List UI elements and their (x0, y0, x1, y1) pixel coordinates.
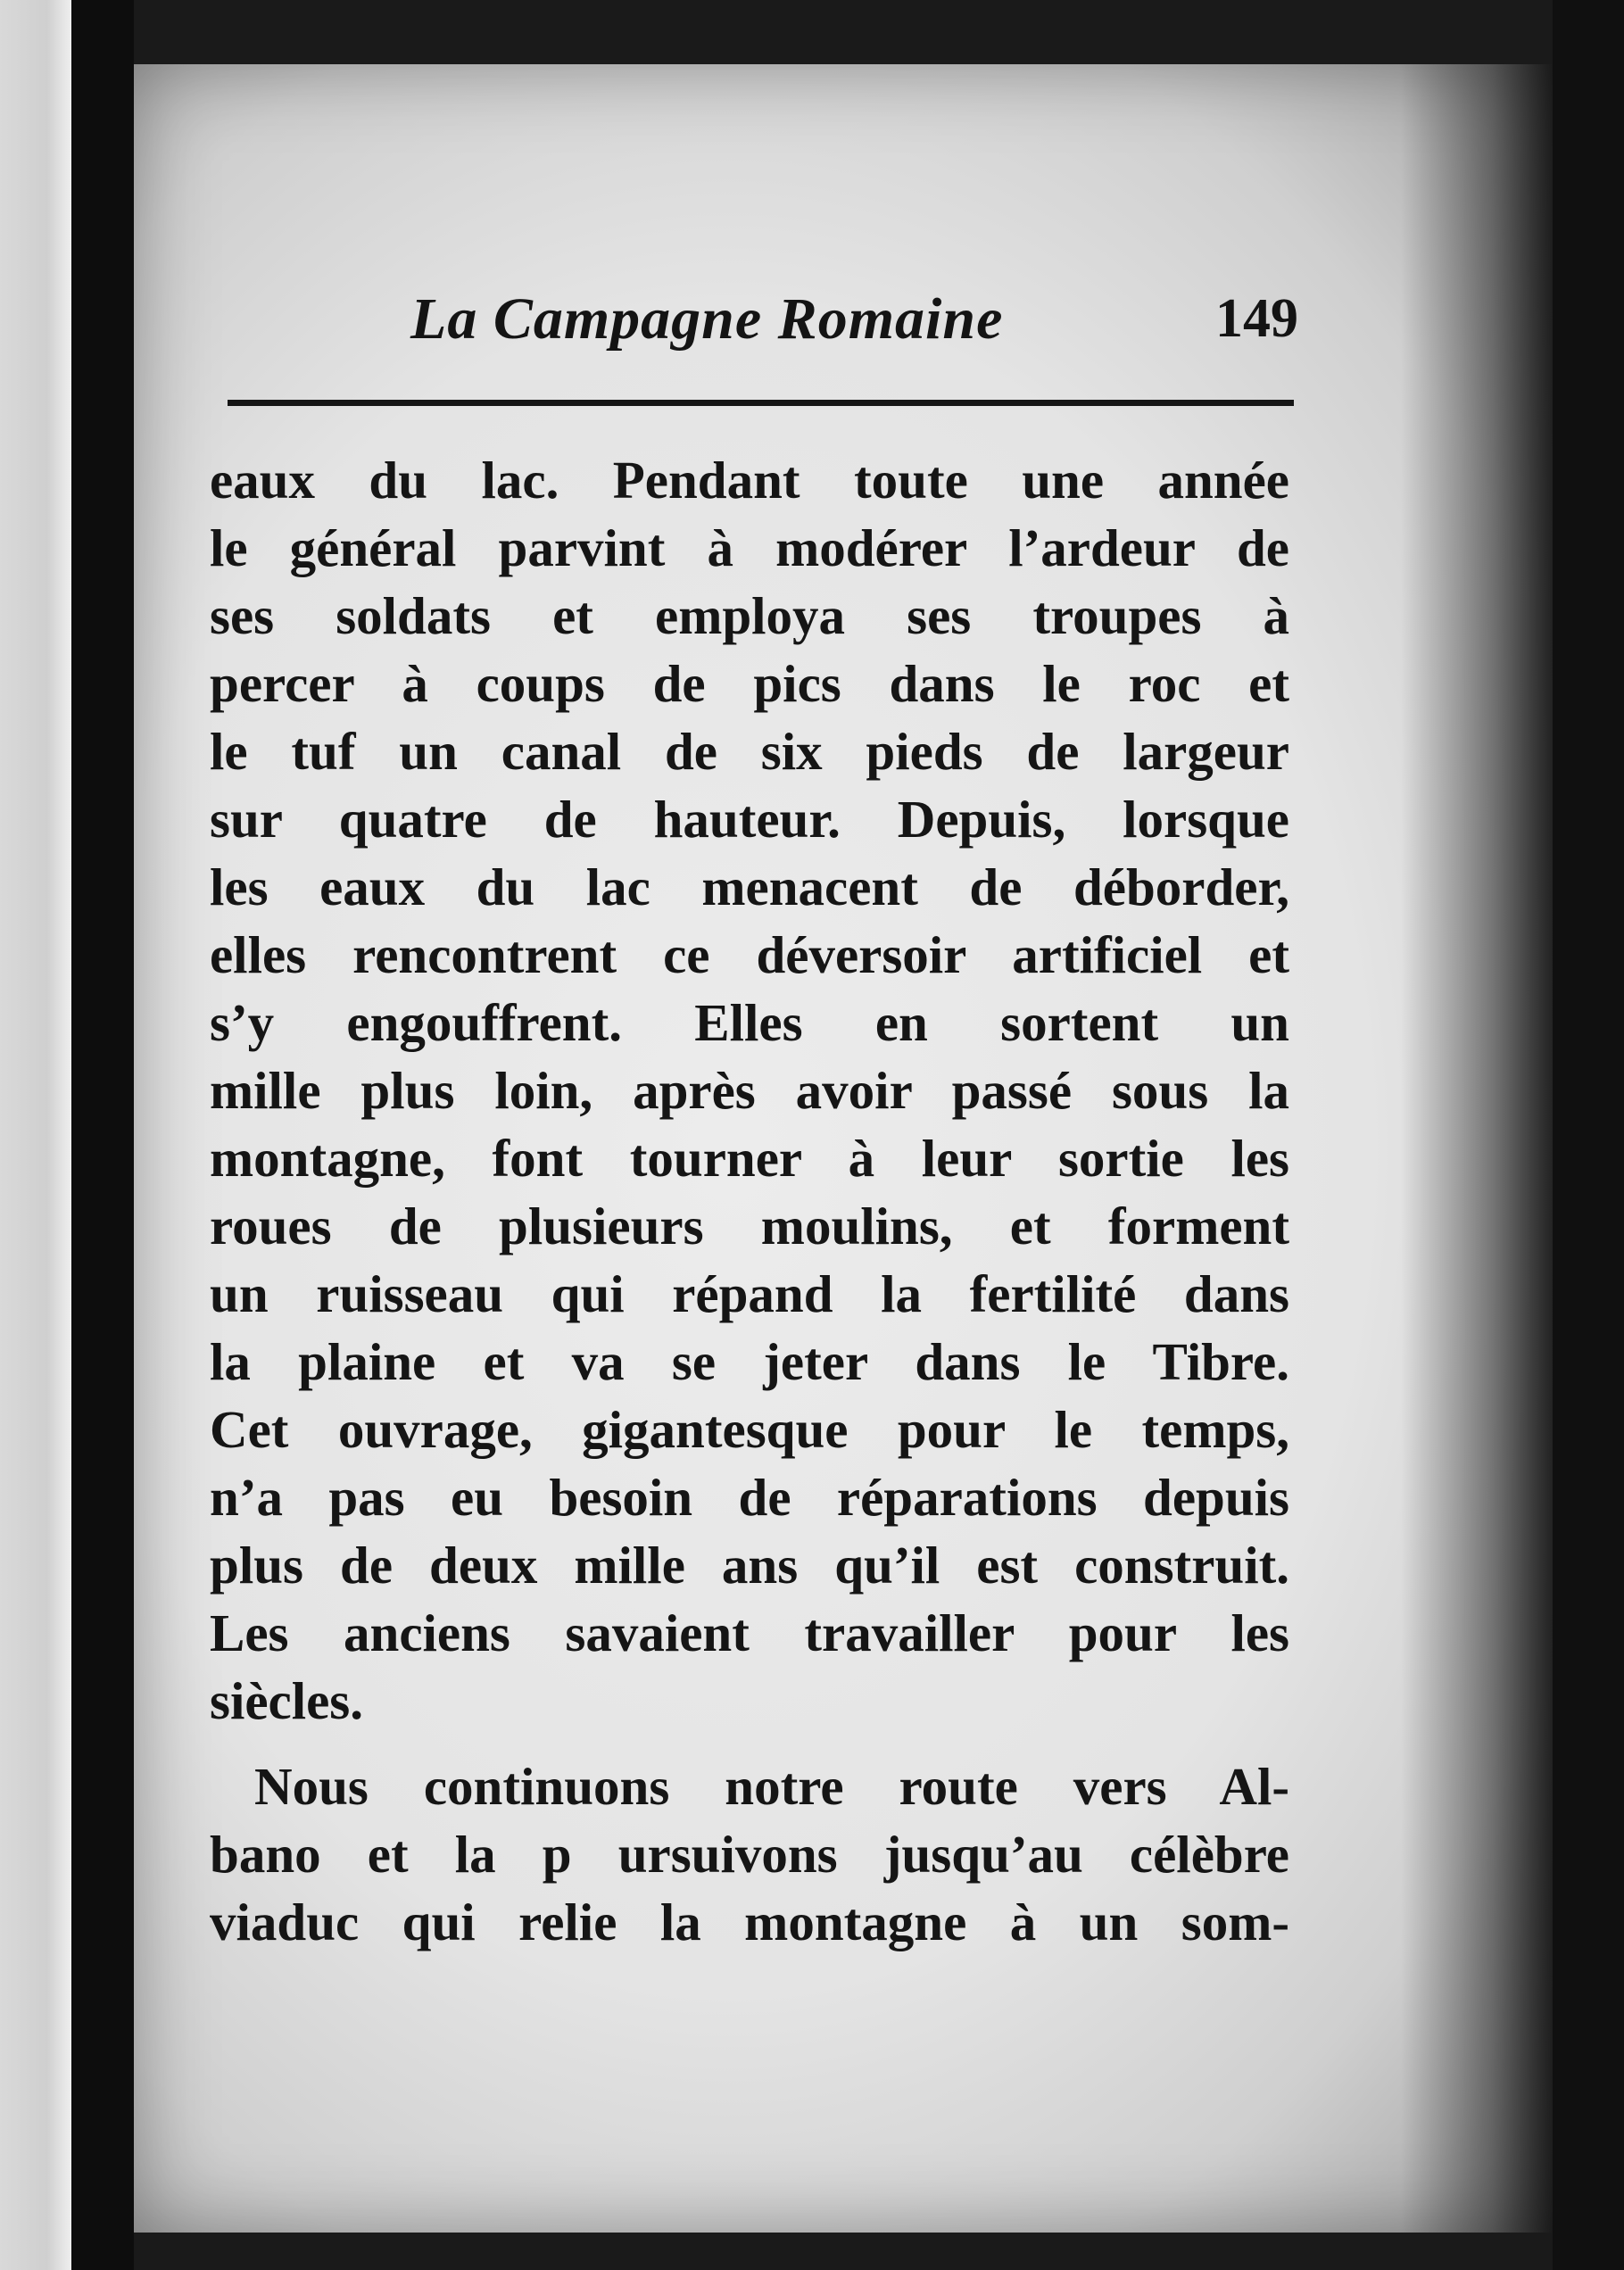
page-header (228, 286, 1298, 370)
text-line: siècles. (210, 1671, 364, 1730)
text-line: Les anciens savaient travailler pour les (210, 1603, 1289, 1662)
text-line: roues de plusieurs moulins, et forment (210, 1197, 1289, 1255)
text-line: elles rencontrent ce déversoir artificiel et (210, 925, 1289, 984)
text-line: percer à coups de pics dans le roc et (210, 654, 1289, 713)
text-line: viaduc qui relie la montagne à un som- (210, 1893, 1289, 1951)
text-line: Cet ouvrage, gigantesque pour le temps, (210, 1400, 1289, 1459)
paragraph-1 (210, 446, 1289, 1735)
text-line: Nous continuons notre route vers Al- (254, 1757, 1289, 1816)
text-line: montagne, font tourner à leur sortie les (210, 1129, 1289, 1188)
text-line: eaux du lac. Pendant toute une année (210, 451, 1289, 510)
right-book-edge (1553, 0, 1624, 2270)
running-title: La Campagne Romaine (410, 286, 1004, 352)
page-body (210, 446, 1289, 1956)
text-line: bano et la p ursuivons jusqu’au célèbre (210, 1825, 1289, 1884)
book-gutter (71, 0, 134, 2270)
paragraph-gap (210, 1735, 1289, 1752)
text-line: plus de deux mille ans qu’il est construit. (210, 1536, 1289, 1595)
text-line: s’y engouffrent. Elles en sortent un (210, 993, 1289, 1052)
text-line: sur quatre de hauteur. Depuis, lorsque (210, 790, 1289, 849)
text-line: n’a pas eu besoin de réparations depuis (210, 1468, 1289, 1527)
text-line: la plaine et va se jeter dans le Tibre. (210, 1332, 1289, 1391)
page-edge-shadow (1401, 64, 1553, 2233)
text-line: mille plus loin, après avoir passé sous la (210, 1061, 1289, 1120)
text-line: un ruisseau qui répand la fertilité dans (210, 1264, 1289, 1323)
text-line: les eaux du lac menacent de déborder, (210, 857, 1289, 916)
page-number: 149 (1215, 288, 1298, 349)
text-line: le tuf un canal de six pieds de largeur (210, 722, 1289, 781)
paragraph-2 (210, 1752, 1289, 1956)
header-rule (228, 400, 1294, 406)
text-line: le général parvint à modérer l’ardeur de (210, 518, 1289, 577)
text-line: ses soldats et employa ses troupes à (210, 586, 1289, 645)
